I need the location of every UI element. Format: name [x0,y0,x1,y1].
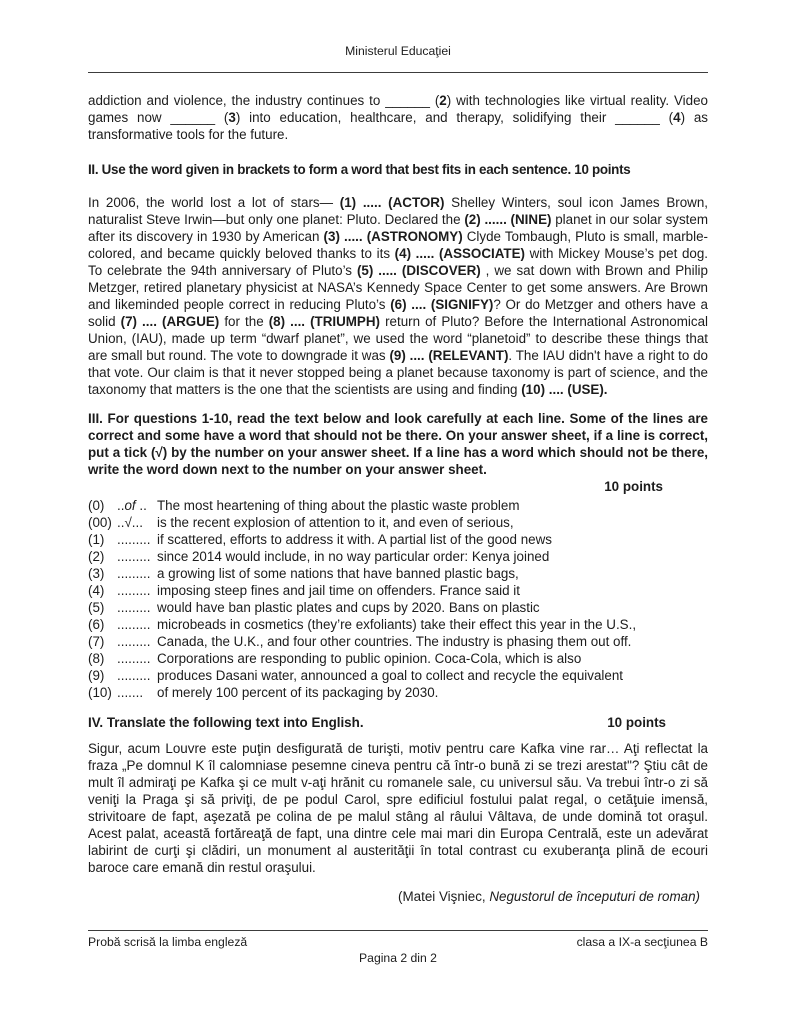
line-number: (5) [88,600,105,615]
line-answer: ......... [117,532,151,547]
section4-heading: IV. Translate the following text into English. [88,715,364,730]
line-number: (00) [88,515,112,530]
line-answer: ......... [117,566,151,581]
exercise-line-7 [88,633,708,650]
exercise-line-5 [88,599,708,616]
line-answer: ......... [117,651,151,666]
exercise-line-8 [88,650,708,667]
exercise-line-00 [88,514,708,531]
footer-page-number: Pagina 2 din 2 [359,951,437,965]
exercise-line-3 [88,565,708,582]
exercise-line-4 [88,582,708,599]
line-number: (7) [88,634,105,649]
line-text: since 2014 would include, in no way particular order: Kenya joined [157,549,550,564]
line-text: if scattered, efforts to address it with. A partial list of the good news [157,532,552,547]
line-number: (3) [88,566,105,581]
exercise-line-10 [88,684,708,701]
line-number: (10) [88,685,112,700]
line-answer: ......... [117,583,151,598]
line-answer: ....... [117,685,144,700]
ministry-header: Ministerul Educaţiei [345,44,451,58]
footer-row [88,934,708,950]
line-text: imposing steep fines and jail time on offenders. France said it [157,583,520,598]
line-answer: ......... [117,549,151,564]
header-rule [88,72,708,73]
line-text: would have ban plastic plates and cups by 2020. Bans on plastic [157,600,540,615]
section2-heading: II. Use the word given in brackets to form a word that best fits in each sentence. 10 points [88,162,631,177]
footer-left-text: Probă scrisă la limba engleză [88,935,248,949]
exercise-line-1 [88,531,708,548]
line-number: (0) [88,498,105,513]
attribution-line: (Matei Vişniec, Negustorul de începuturi de roman) [398,889,700,904]
line-answer: ......... [117,617,151,632]
section3-points: 10 points [604,479,663,494]
line-text: a growing list of some nations that have banned plastic bags, [157,566,519,581]
exercise-line-9 [88,667,708,684]
section3-exercise-lines [88,497,708,701]
line-number: (6) [88,617,105,632]
line-text: produces Dasani water, announced a goal to collect and recycle the equivalent [157,668,623,683]
section2-paragraph: In 2006, the world lost a lot of stars— (1) ..... (ACTOR) Shelley Winters, soul icon James Brown, naturalist Steve Irwin—but only one planet: Pluto. Declared the (2) ...... (NINE) planet in our solar system after its discovery in 1930 by American (3) ..... (ASTRONOMY) Clyde Tombaugh, Pluto is small, marble-colored, and became quickly beloved thanks to its (4) ..... (ASSOCIATE) with Mickey Mouse’s pet dog. To celebrate the 94th anniversary of Pluto’s (5) ..... (DISCOVER) , we sat down with Brown and Philip Metzger, retired planetary physicist at NASA’s Kennedy Space Center to get some answers. Are Brown and likeminded people correct in reducing Pluto’s (6) .... (SIGNIFY)? Or do Metzger and others have a solid (7) .... (ARGUE) for the (8) .... (TRIUMPH) return of Pluto? Before the International Astronomical Union, (IAU), made up term “dwarf planet”, we used the word “planetoid” to describe these things that are small but round. The vote to downgrade it was (9) .... (RELEVANT). The IAU didn't have a right to do that vote. Our claim is that it never stopped being a planet because taxonomy is part of science, and the taxonomy that matters is the one that the scientists are using and finding (10) .... (USE). [88,195,709,397]
exercise-line-0 [88,497,708,514]
exercise-line-2 [88,548,708,565]
section4-heading-row [88,714,708,731]
exercise-line-6 [88,616,708,633]
line-answer: ..of .. [117,498,147,513]
line-text: is the recent explosion of attention to it, and even of serious, [157,515,514,530]
line-answer: ......... [117,634,151,649]
footer-right-text: clasa a IX-a secţiunea B [576,935,708,949]
line-text: of merely 100 percent of its packaging by 2030. [157,685,439,700]
intro-paragraph: addiction and violence, the industry continues to ______ (2) with technologies like virtual reality. Video games now ______ (3) into education, healthcare, and therapy, solidifying their ______ (4) as transformative tools for the future. [88,93,708,142]
line-answer: ..√... [117,515,143,530]
line-answer: ......... [117,668,151,683]
line-number: (2) [88,549,105,564]
line-text: Corporations are responding to public opinion. Coca-Cola, which is also [157,651,582,666]
line-text: The most heartening of thing about the plastic waste problem [157,498,520,513]
line-number: (8) [88,651,105,666]
line-number: (4) [88,583,105,598]
line-text: microbeads in cosmetics (they’re exfoliants) take their effect this year in the U.S., [157,617,637,632]
section3-heading: III. For questions 1-10, read the text below and look carefully at each line. Some of the lines are correct and some have a word that should not be there. On your answer sheet, if a line is correct, put a tick (√) by the number on your answer sheet. If a line has a word which should not be there, write the word down next to the number on your answer sheet. [88,411,708,477]
line-number: (1) [88,532,105,547]
footer-rule [88,930,708,931]
section4-paragraph: Sigur, acum Louvre este puţin desfigurată de turişti, motiv pentru care Kafka vine rar… Aţi reflectat la fraza „Pe domnul K îl calomniase pesemne cineva pentru că într-o bună zi se trezi arestat"? Ştiu cât de mult îl admiraţi pe Kafka şi ce mult v-aţi hrănit cu romanele sale, cu universul său. Va trebui într-o zi să veniţi la Praga şi să priviţi, de pe podul Carol, spre edificiul fostului palat regal, o cetăţuie imensă, strivitoare de fapt, aşezată pe colina de pe malul stâng al râului Vâltava, de unde domină tot oraşul. Acest palat, această fortăreaţă de fapt, una dintre cele mai mari din Europa Centrală, este un adevărat labirint de curţi şi clădiri, un monument al austerităţii în total contrast cu exuberanţa plină de ecouri baroce care emană din restul oraşului. [88,741,708,875]
line-text: Canada, the U.K., and four other countries. The industry is phasing them out off. [157,634,632,649]
page-footer [88,930,708,966]
section4-points: 10 points [607,715,666,730]
line-number: (9) [88,668,105,683]
line-answer: ......... [117,600,151,615]
